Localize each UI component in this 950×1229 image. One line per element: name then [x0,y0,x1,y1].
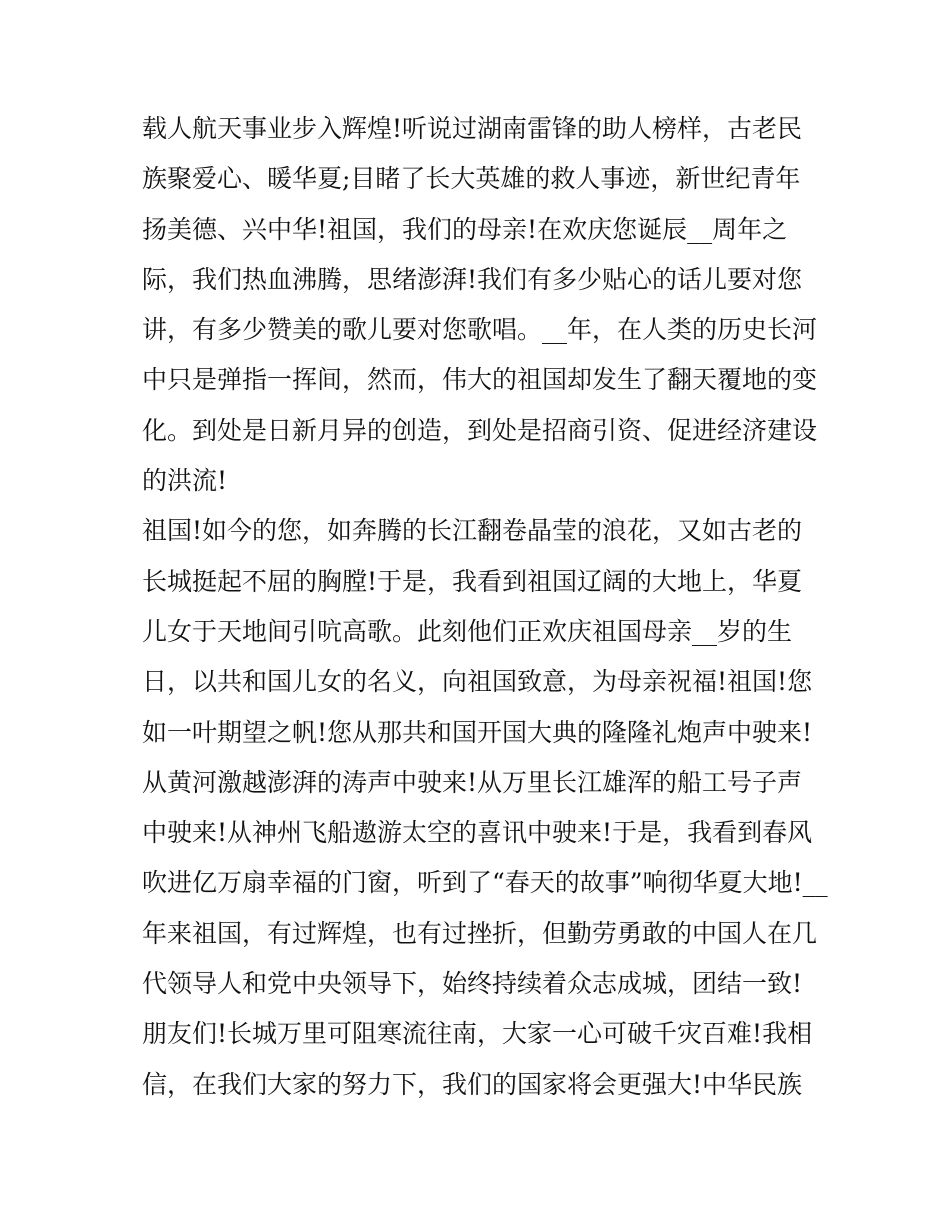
body-text [142,104,828,1110]
text-line: 际，我们热血沸腾，思绪澎湃!我们有多少贴心的话儿要对您 [142,264,803,294]
text-line: 讲，有多少赞美的歌儿要对您歌唱。__年，在人类的历史长河 [142,315,818,345]
text-line: 化。到处是日新月异的创造，到处是招商引资、促进经济建设 [142,415,818,445]
text-line: 朋友们!长城万里可阻寒流往南，大家一心可破千灾百难!我相 [142,1019,813,1049]
text-line: 扬美德、兴中华!祖国，我们的母亲!在欢庆您诞辰__周年之 [142,214,788,244]
text-line: 儿女于天地间引吭高歌。此刻他们正欢庆祖国母亲__岁的生 [142,616,793,646]
text-line: 中只是弹指一挥间，然而，伟大的祖国却发生了翻天覆地的变 [142,365,818,395]
text-line: 吹进亿万扇幸福的门窗，听到了“春天的故事”响彻华夏大地!__ [142,868,828,898]
text-line: 日，以共和国儿女的名义，向祖国致意，为母亲祝福!祖国!您 [142,667,813,697]
text-line: 信，在我们大家的努力下，我们的国家将会更强大!中华民族 [142,1069,803,1099]
text-line: 如一叶期望之帆!您从那共和国开国大典的隆隆礼炮声中驶来! [142,717,813,747]
text-line: 长城挺起不屈的胸膛!于是，我看到祖国辽阔的大地上，华夏 [142,566,803,596]
text-line: 的洪流! [142,466,228,496]
text-line: 代领导人和党中央领导下，始终持续着众志成城，团结一致! [142,969,803,999]
text-line: 载人航天事业步入辉煌!听说过湖南雷锋的助人榜样，古老民 [142,114,803,143]
text-line: 中驶来!从神州飞船遨游太空的喜讯中驶来!于是，我看到春风 [142,818,813,848]
text-line: 族聚爱心、暖华夏;目睹了长大英雄的救人事迹，新世纪青年 [142,164,801,194]
text-line: 年来祖国，有过辉煌，也有过挫折，但勤劳勇敢的中国人在几 [142,918,818,948]
text-line: 从黄河激越澎湃的涛声中驶来!从万里长江雄浑的船工号子声 [142,767,803,797]
text-line: 祖国!如今的您，如奔腾的长江翻卷晶莹的浪花，又如古老的 [142,516,803,546]
